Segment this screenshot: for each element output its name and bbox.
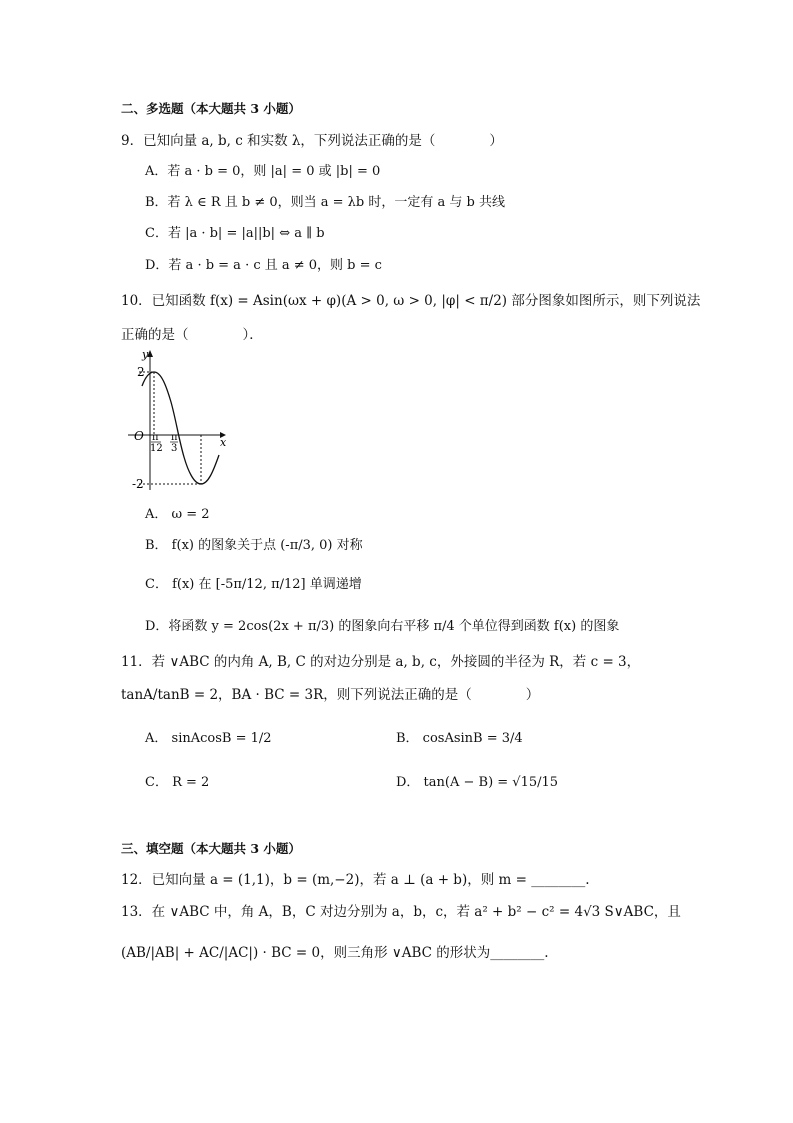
q10-option-b: B． f(x) 的图象关于点 (-π/3, 0) 对称	[145, 538, 363, 553]
section-heading-fill-in: 三、填空题（本大题共 3 小题）	[121, 841, 301, 856]
q10-option-d: D．将函数 y = 2cos(2x + π/3) 的图象向右平移 π/4 个单位得到函数 f(x) 的图象	[145, 619, 620, 634]
q9-option-d: D．若 a · b = a · c 且 a ≠ 0，则 b = c	[145, 258, 382, 273]
q11-stem-line2: tanA/tanB = 2，BA · BC = 3R，则下列说法正确的是（ ）	[121, 687, 540, 703]
graph-origin-label: O	[134, 429, 144, 443]
q11-option-a: A． sinAcosB = 1/2	[145, 731, 272, 746]
q12-text: 12．已知向量 a = (1,1)，b = (m,−2)，若 a ⊥ (a + b)，则 m = ________.	[121, 872, 590, 888]
section-heading-multiple-choice: 二、多选题（本大题共 3 小题）	[121, 101, 301, 116]
graph-tick-x1-num: π	[152, 432, 159, 443]
q10-option-c: C． f(x) 在 [-5π/12, π/12] 单调递增	[145, 577, 362, 592]
q11-option-b: B． cosAsinB = 3/4	[396, 731, 523, 746]
q10-stem-line2: 正确的是（ ）．	[121, 327, 263, 343]
graph-y-label: y	[142, 348, 149, 361]
q10-option-a: A． ω = 2	[145, 507, 210, 522]
graph-tick-x2-num: π	[171, 432, 178, 443]
q9-option-b: B．若 λ ∈ R 且 b ≠ 0，则当 a = λb 时，一定有 a 与 b 共线	[145, 195, 505, 210]
q10-sine-graph	[120, 345, 230, 495]
q9-option-a: A．若 a · b = 0，则 |a| = 0 或 |b| = 0	[145, 164, 381, 179]
graph-tick-y-top: 2	[137, 365, 145, 379]
q9-option-c: C．若 |a · b| = |a||b| ⇔ a ∥ b	[145, 226, 325, 241]
graph-x-label: x	[220, 436, 227, 449]
graph-tick-x1-den: 12	[150, 443, 163, 454]
q11-option-c: C． R = 2	[145, 775, 210, 790]
q9-stem: 9．已知向量 a, b, c 和实数 λ，下列说法正确的是（ ）	[121, 133, 503, 149]
q13-line2: (AB/|AB| + AC/|AC|) · BC = 0，则三角形 ∨ABC 的形状为________.	[121, 945, 549, 961]
graph-tick-x2-den: 3	[171, 443, 178, 454]
graph-tick-y-bottom: -2	[132, 477, 144, 491]
q13-line1: 13．在 ∨ABC 中，角 A，B，C 对边分别为 a，b，c，若 a² + b² − c² = 4√3 S∨ABC，且	[121, 904, 681, 920]
q10-stem-line1: 10．已知函数 f(x) = Asin(ωx + φ)(A > 0, ω > 0, |φ| < π/2) 部分图象如图所示，则下列说法	[121, 293, 701, 309]
q11-stem-line1: 11．若 ∨ABC 的内角 A, B, C 的对边分别是 a, b, c，外接圆的半径为 R，若 c = 3，	[121, 654, 641, 670]
q11-option-d: D． tan(A − B) = √15/15	[396, 775, 559, 790]
